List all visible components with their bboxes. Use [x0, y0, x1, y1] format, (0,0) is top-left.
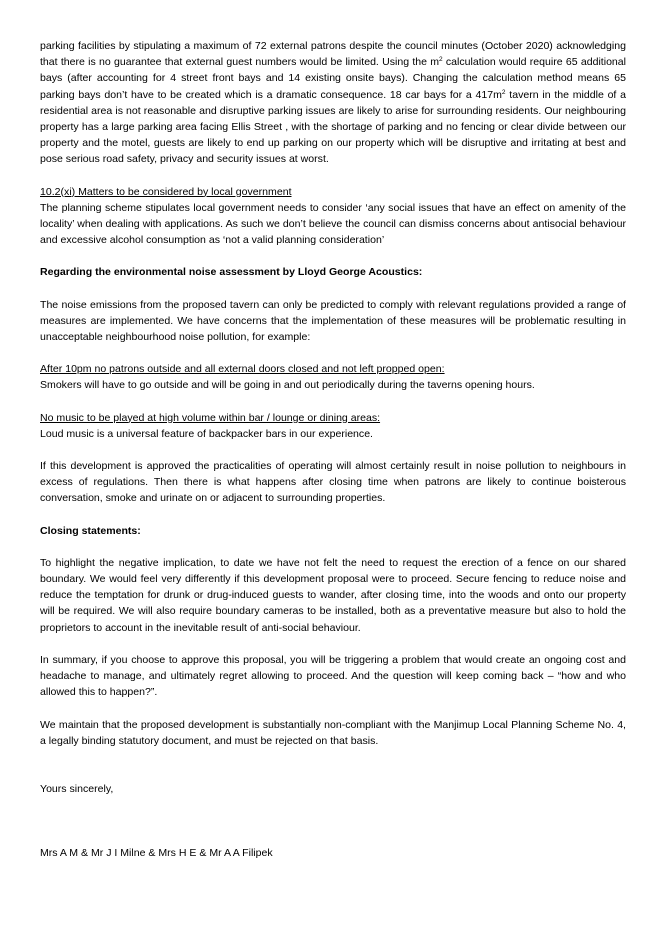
letter-page	[40, 38, 626, 861]
parking-text-part-1: parking facilities by stipulating a maximum of 72 external patrons despite the council minutes (October 2020) acknowledging that there is no guarantee that external guest numbers would be limited. Using the m	[40, 40, 626, 69]
noise-assessment-heading: Regarding the environmental noise assessment by Lloyd George Acoustics:	[40, 266, 423, 279]
closing-statements-heading: Closing statements:	[40, 524, 141, 537]
signatories: Mrs A M & Mr J I Milne & Mrs H E & Mr A A Filipek	[40, 847, 273, 860]
parking-text-part-3: tavern in the middle of a residential area is not reasonable and disruptive parking issues are likely to arise for surrounding residents. Our neighbouring property has a large parking area facing Ellis Street , with the shortage of parking and no fencing or clear divide between our property and the motel, guests are likely to end up parking on our property which will be disruptive and irritating at best and pose serious road safety, privacy and security issues at worst.	[40, 88, 626, 166]
measure-1-heading: After 10pm no patrons outside and all external doors closed and not left propped open:	[40, 363, 445, 376]
closing-paragraph-2: In summary, if you choose to approve this proposal, you will be triggering a problem that would create an ongoing cost and headache to manage, and ultimately regret allowing to proceed. And the question will keep coming back – “how and who allowed this to happen?”.	[40, 653, 626, 699]
noise-intro-paragraph: The noise emissions from the proposed tavern can only be predicted to comply with relevant regulations provided a range of measures are implemented. We have concerns that the implementation of these measures will be problematic resulting in unacceptable neighbourhood noise pollution, for example:	[40, 298, 626, 344]
section-10-2-body: The planning scheme stipulates local government needs to consider ‘any social issues that have an effect on amenity of the locality’ when dealing with applications. As such we don’t believe the council can dismiss concerns about antisocial behaviour and excessive alcohol consumption as ‘not a valid planning consideration’	[40, 201, 626, 247]
superscript-squared: 2	[501, 88, 506, 96]
closing-paragraph-3: We maintain that the proposed development is substantially non-compliant with the Manjimup Local Planning Scheme No. 4, a legally binding statutory document, and must be rejected on that basis.	[40, 718, 626, 747]
noise-closing-paragraph: If this development is approved the practicalities of operating will almost certainly result in noise pollution to neighbours in excess of regulations. Then there is what happens after closing time when patrons are likely to continue boisterous conversation, smoke and urinate on or adjacent to surrounding properties.	[40, 460, 626, 505]
closing-paragraph-1: To highlight the negative implication, to date we have not felt the need to request the erection of a fence on our shared boundary. We would feel very differently if this development proposal were to proceed. Secure fencing to reduce noise and reduce the temptation for drunk or drug-induced guests to wander, after closing time, into the woods and onto our property will be required. We will also require boundary cameras to be installed, both as a preventative measure but also to hold the proprietors to account in the inevitable result of anti-social behaviour.	[40, 556, 626, 634]
section-heading-10-2: 10.2(xi) Matters to be considered by local government	[40, 185, 292, 198]
parking-paragraph	[40, 38, 626, 168]
superscript-squared: 2	[439, 56, 443, 64]
sign-off: Yours sincerely,	[40, 782, 114, 795]
measure-1-body: Smokers will have to go outside and will be going in and out periodically during the taverns opening hours.	[40, 379, 535, 392]
measure-2-heading: No music to be played at high volume within bar / lounge or dining areas:	[40, 411, 381, 424]
parking-text-part-2: calculation would require 65 additional bays (after accounting for 4 street front bays and 14 existing onsite bays). Changing the calculation method means 65 parking bays don’t have to be created which is a dramatic consequence. 18 car bays for a 417m	[40, 56, 627, 101]
measure-2-body: Loud music is a universal feature of backpacker bars in our experience.	[40, 427, 373, 440]
